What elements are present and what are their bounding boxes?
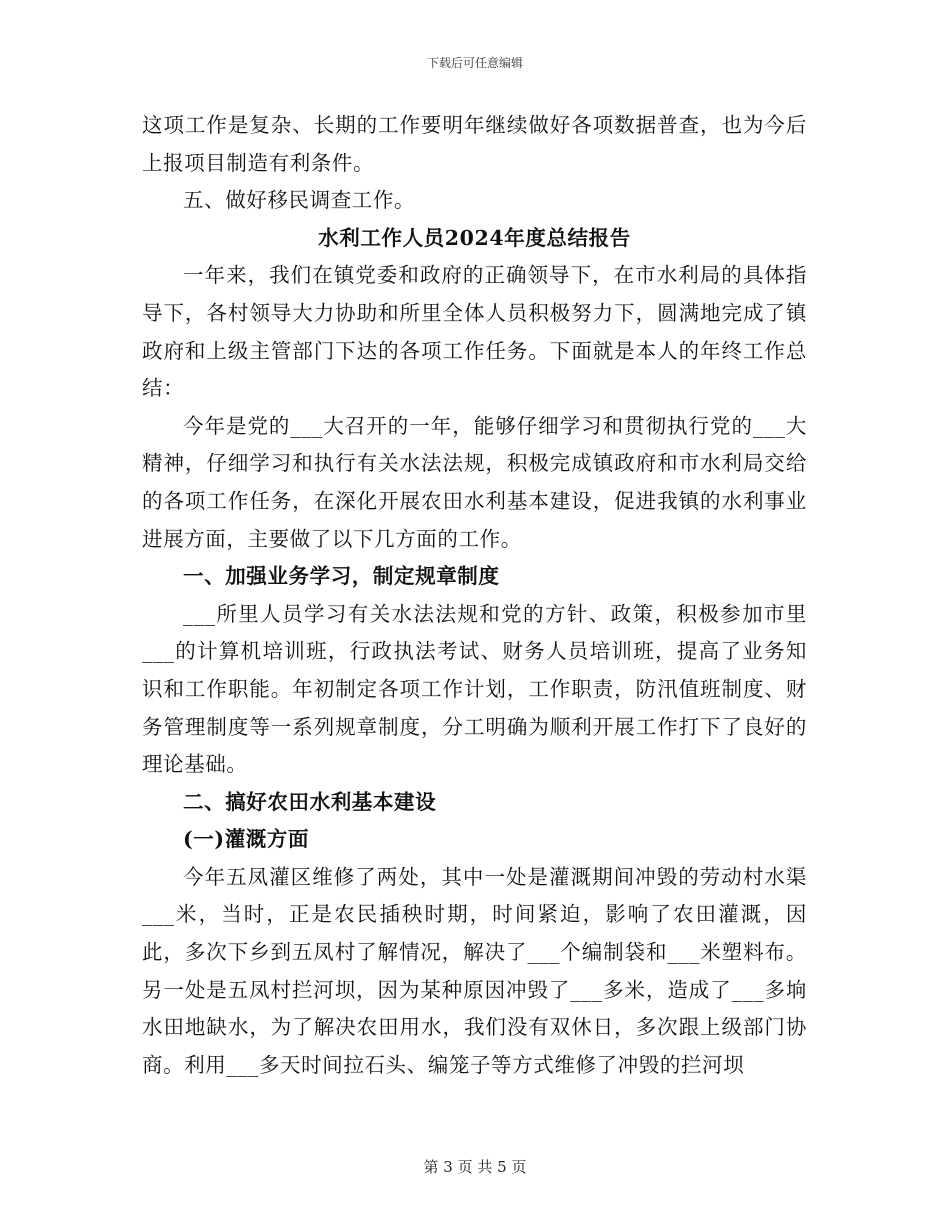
paragraph-intro: 一年来，我们在镇党委和政府的正确领导下，在市水利局的具体指导下，各村领导大力协助和所里全体人员积极努力下，圆满地完成了镇政府和上级主管部门下达的各项工作任务。下面就是本人的年终工作总结： xyxy=(142,263,807,401)
section-heading-one: 一、加强业务学习，制定规章制度 xyxy=(183,564,500,589)
paragraph-item-five: 五、做好移民调查工作。 xyxy=(183,188,416,213)
document-title: 水利工作人员2024年度总结报告 xyxy=(318,225,631,250)
paragraph-overview: 今年是党的___大召开的一年，能够仔细学习和贯彻执行党的___大精神，仔细学习和执行有关水法法规，积极完成镇政府和市水利局交给的各项工作任务，在深化开展农田水利基本建设，促进我镇的水利事业进展方面，主要做了以下几方面的工作。 xyxy=(142,413,807,551)
paragraph-continuation: 这项工作是复杂、长期的工作要明年继续做好各项数据普查，也为今后上报项目制造有利条件。 xyxy=(142,113,807,175)
page-header: 下载后可任意编辑 xyxy=(426,56,523,70)
document-body xyxy=(142,107,807,1084)
subsection-heading-irrigation: (一)灌溉方面 xyxy=(183,827,310,852)
paragraph-section-one: ___所里人员学习有关水法法规和党的方针、政策，积极参加市里___的计算机培训班，行政执法考试、财务人员培训班，提高了业务知识和工作职能。年初制定各项工作计划，工作职责，防汛值班制度、财务管理制度等一系列规章制度，分工明确为顺利开展工作打下了良好的理论基础。 xyxy=(142,601,807,777)
paragraph-irrigation: 今年五凤灌区维修了两处，其中一处是灌溉期间冲毁的劳动村水渠___米，当时，正是农民插秧时期，时间紧迫，影响了农田灌溉，因此，多次下乡到五凤村了解情况，解决了___个编制袋和___米塑料布。另一处是五凤村拦河坝，因为某种原因冲毁了___多米，造成了___多垧水田地缺水，为了解决农田用水，我们没有双休日，多次跟上级部门协商。利用___多天时间拉石头、编笼子等方式维修了冲毁的拦河坝 xyxy=(142,864,807,1077)
page-footer: 第 3 页 共 5 页 xyxy=(423,1158,527,1176)
section-heading-two: 二、搞好农田水利基本建设 xyxy=(183,789,437,814)
